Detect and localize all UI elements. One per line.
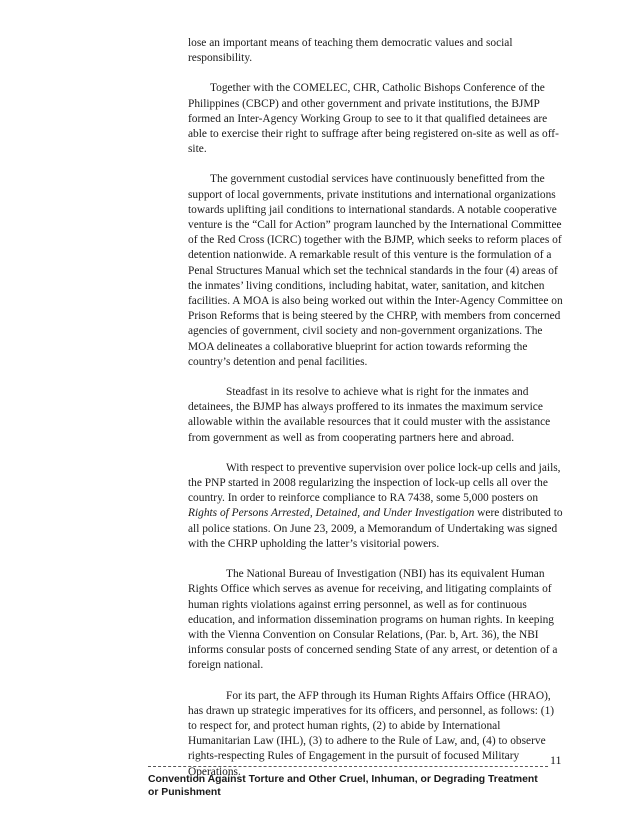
paragraph-1: lose an important means of teaching them democratic values and social responsibility.: [188, 37, 513, 65]
paragraph-2: Together with the COMELEC, CHR, Catholic Bishops Conference of the Philippines (CBCP) and other government and private institutions, the BJMP formed an Inter-Agency Working Group to see to it that qualified detainees are able to exercise their right to suffrage after being registered on-site as well as off-site.: [188, 82, 559, 156]
footer-title: [148, 773, 568, 799]
footer-title-line-2: or Punishment: [148, 787, 221, 798]
paragraph-5-text-before: With respect to preventive supervision over police lock-up cells and jails, the PNP started in 2008 regularizing the inspection of lock-up cells all over the country. In order to reinforce compliance to RA 7438, some 5,000 posters on: [188, 461, 561, 505]
paragraph-7: For its part, the AFP through its Human Rights Affairs Office (HRAO), has drawn up strategic imperatives for its officers, and personnel, as follows: (1) to respect for, and protect human rights, (2) to abide by International Humanitarian Law (IHL), (3) to adhere to the Rule of Law, and, (4) to observe rights-respecting Rules of Engagement in the pursuit of focused Military Operations.: [188, 689, 555, 778]
document-body: [188, 36, 564, 795]
paragraph-5-text-after: were distributed to all police stations. On June 23, 2009, a Memorandum of Undertaking was signed with the CHRP upholding the latter’s visitorial powers.: [188, 507, 563, 550]
page-number: 11: [550, 753, 562, 767]
paragraph-6: The National Bureau of Investigation (NBI) has its equivalent Human Rights Office which serves as avenue for receiving, and litigating complaints of human rights violations against erring personnel, as well as for continuous education, and information dissemination programs on human rights. In keeping with the Vienna Convention on Consular Relations, (Par. b, Art. 36), the NBI informs consular posts of concerned sending State of any arrest, or detention of a foreign national.: [188, 568, 558, 672]
paragraph-5-italic-title: Rights of Persons Arrested, Detained, and Under Investigation: [188, 507, 475, 520]
footer-title-line-1: Convention Against Torture and Other Cruel, Inhuman, or Degrading Treatment: [148, 774, 538, 785]
paragraph-3: The government custodial services have continuously benefitted from the support of local governments, private institutions and international organizations towards uplifting jail conditions to international standards. A notable cooperative venture is the “Call for Action” program launched by the International Committee of the Red Cross (ICRC) together with the BJMP, which seeks to reform places of detention nationwide. A remarkable result of this venture is the formulation of a Penal Structures Manual which set the technical standards in the four (4) areas of the inmates’ living conditions, including habitat, water, sanitation, and kitchen facilities. A MOA is also being worked out within the Inter-Agency Committee on Prison Reforms that is being steered by the CHRP, with members from concerned agencies of government, civil society and non-government organizations. The MOA delineates a collaborative blueprint for action towards reforming the country’s detention and penal facilities.: [188, 173, 563, 368]
footer-rule: [148, 766, 548, 767]
paragraph-4: Steadfast in its resolve to achieve what is right for the inmates and detainees, the BJMP has always proffered to its inmates the maximum service allowable within the available resources that it could muster with the assistance from government as well as from cooperating partners here and abroad.: [188, 386, 551, 444]
paragraph-5: [188, 461, 564, 552]
